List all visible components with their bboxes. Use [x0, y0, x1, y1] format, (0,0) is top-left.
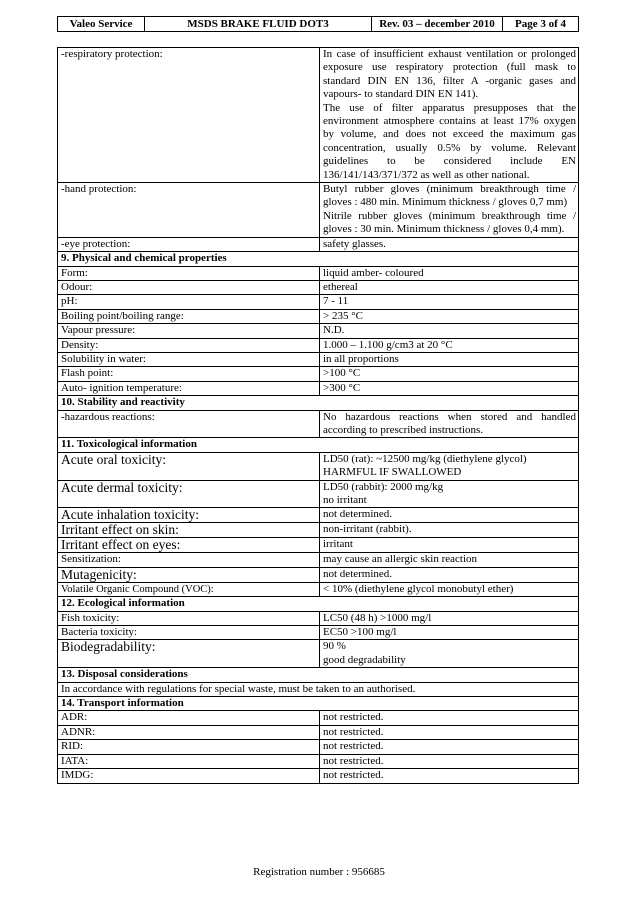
section-heading: 9. Physical and chemical properties [58, 252, 579, 266]
table-row: Acute oral toxicity: LD50 (rat): ~12500 mg/kg (diethylene glycol) HARMFUL IF SWALLOWED [58, 452, 579, 480]
eye-value: safety glasses. [320, 237, 579, 251]
document-title: MSDS BRAKE FLUID DOT3 [145, 17, 372, 32]
table-row: -hazardous reactions: No hazardous reactions when stored and handled according to prescribed instructions. [58, 410, 579, 438]
table-row: Form: liquid amber- coloured [58, 266, 579, 280]
table-row: Acute dermal toxicity: LD50 (rabbit): 2000 mg/kg no irritant [58, 480, 579, 508]
section-heading: 14. Transport information [58, 697, 579, 711]
page-number: Page 3 of 4 [503, 17, 579, 32]
section-heading: 12. Ecological information [58, 597, 579, 611]
registration-number: Registration number : 956685 [253, 866, 385, 878]
table-row: Bacteria toxicity: EC50 >100 mg/l [58, 626, 579, 640]
hand-label: -hand protection: [58, 183, 320, 238]
section-heading: 10. Stability and reactivity [58, 396, 579, 410]
table-row [58, 183, 579, 238]
table-row: Irritant effect on skin: non-irritant (rabbit). [58, 523, 579, 538]
revision-label: Rev. 03 – december 2010 [372, 17, 503, 32]
table-row: Vapour pressure: N.D. [58, 324, 579, 338]
table-row [58, 48, 579, 183]
respiratory-label: -respiratory protection: [58, 48, 320, 183]
table-row: RID: not restricted. [58, 740, 579, 754]
table-row: Biodegradability: 90 % good degradability [58, 640, 579, 668]
company-name: Valeo Service [58, 17, 145, 32]
page-header [57, 16, 579, 32]
table-row: Mutagenicity: not determined. [58, 567, 579, 582]
table-row: Fish toxicity: LC50 (48 h) >1000 mg/l [58, 611, 579, 625]
table-row: Sensitization: may cause an allergic skin reaction [58, 553, 579, 567]
table-row: In accordance with regulations for special waste, must be taken to an authorised. [58, 682, 579, 696]
table-row: Boiling point/boiling range: > 235 °C [58, 309, 579, 323]
table-row: Flash point: >100 °C [58, 367, 579, 381]
table-row: Odour: ethereal [58, 280, 579, 294]
table-row [58, 237, 579, 251]
table-row: Volatile Organic Compound (VOC): < 10% (diethylene glycol monobutyl ether) [58, 582, 579, 596]
table-row: ADR: not restricted. [58, 711, 579, 725]
table-row: Acute inhalation toxicity: not determined. [58, 508, 579, 523]
msds-table [57, 47, 579, 784]
table-row: IMDG: not restricted. [58, 769, 579, 783]
table-row: pH: 7 - 11 [58, 295, 579, 309]
table-row: Density: 1.000 – 1.100 g/cm3 at 20 °C [58, 338, 579, 352]
table-row: Irritant effect on eyes: irritant [58, 538, 579, 553]
table-row: Auto- ignition temperature: >300 °C [58, 381, 579, 395]
table-row: Solubility in water: in all proportions [58, 352, 579, 366]
section-heading: 11. Toxicological information [58, 438, 579, 452]
table-row: IATA: not restricted. [58, 754, 579, 768]
section-heading: 13. Disposal considerations [58, 668, 579, 682]
hand-value: Butyl rubber gloves (minimum breakthrough time / gloves : 480 min. Minimum thickness / gloves 0,7 mm) Nitrile rubber gloves (minimum breakthrough time / gloves : 30 min. Minimum thickness / gloves 0,4 mm). [320, 183, 579, 238]
table-row: ADNR: not restricted. [58, 725, 579, 739]
respiratory-value: In case of insufficient exhaust ventilation or prolonged exposure use respiratory protection (full mask to standard DIN EN 136, filter A -organic gases and vapours- to standard DIN EN 141). The use of filter apparatus presupposes that the environment atmosphere contains at least 17% oxygen by volume, and does not exceed the maximum gas concentration, usually 0.5% by volume. Relevant guidelines to be considered include EN 136/141/143/371/372 as well as other national. [320, 48, 579, 183]
eye-label: -eye protection: [58, 237, 320, 251]
